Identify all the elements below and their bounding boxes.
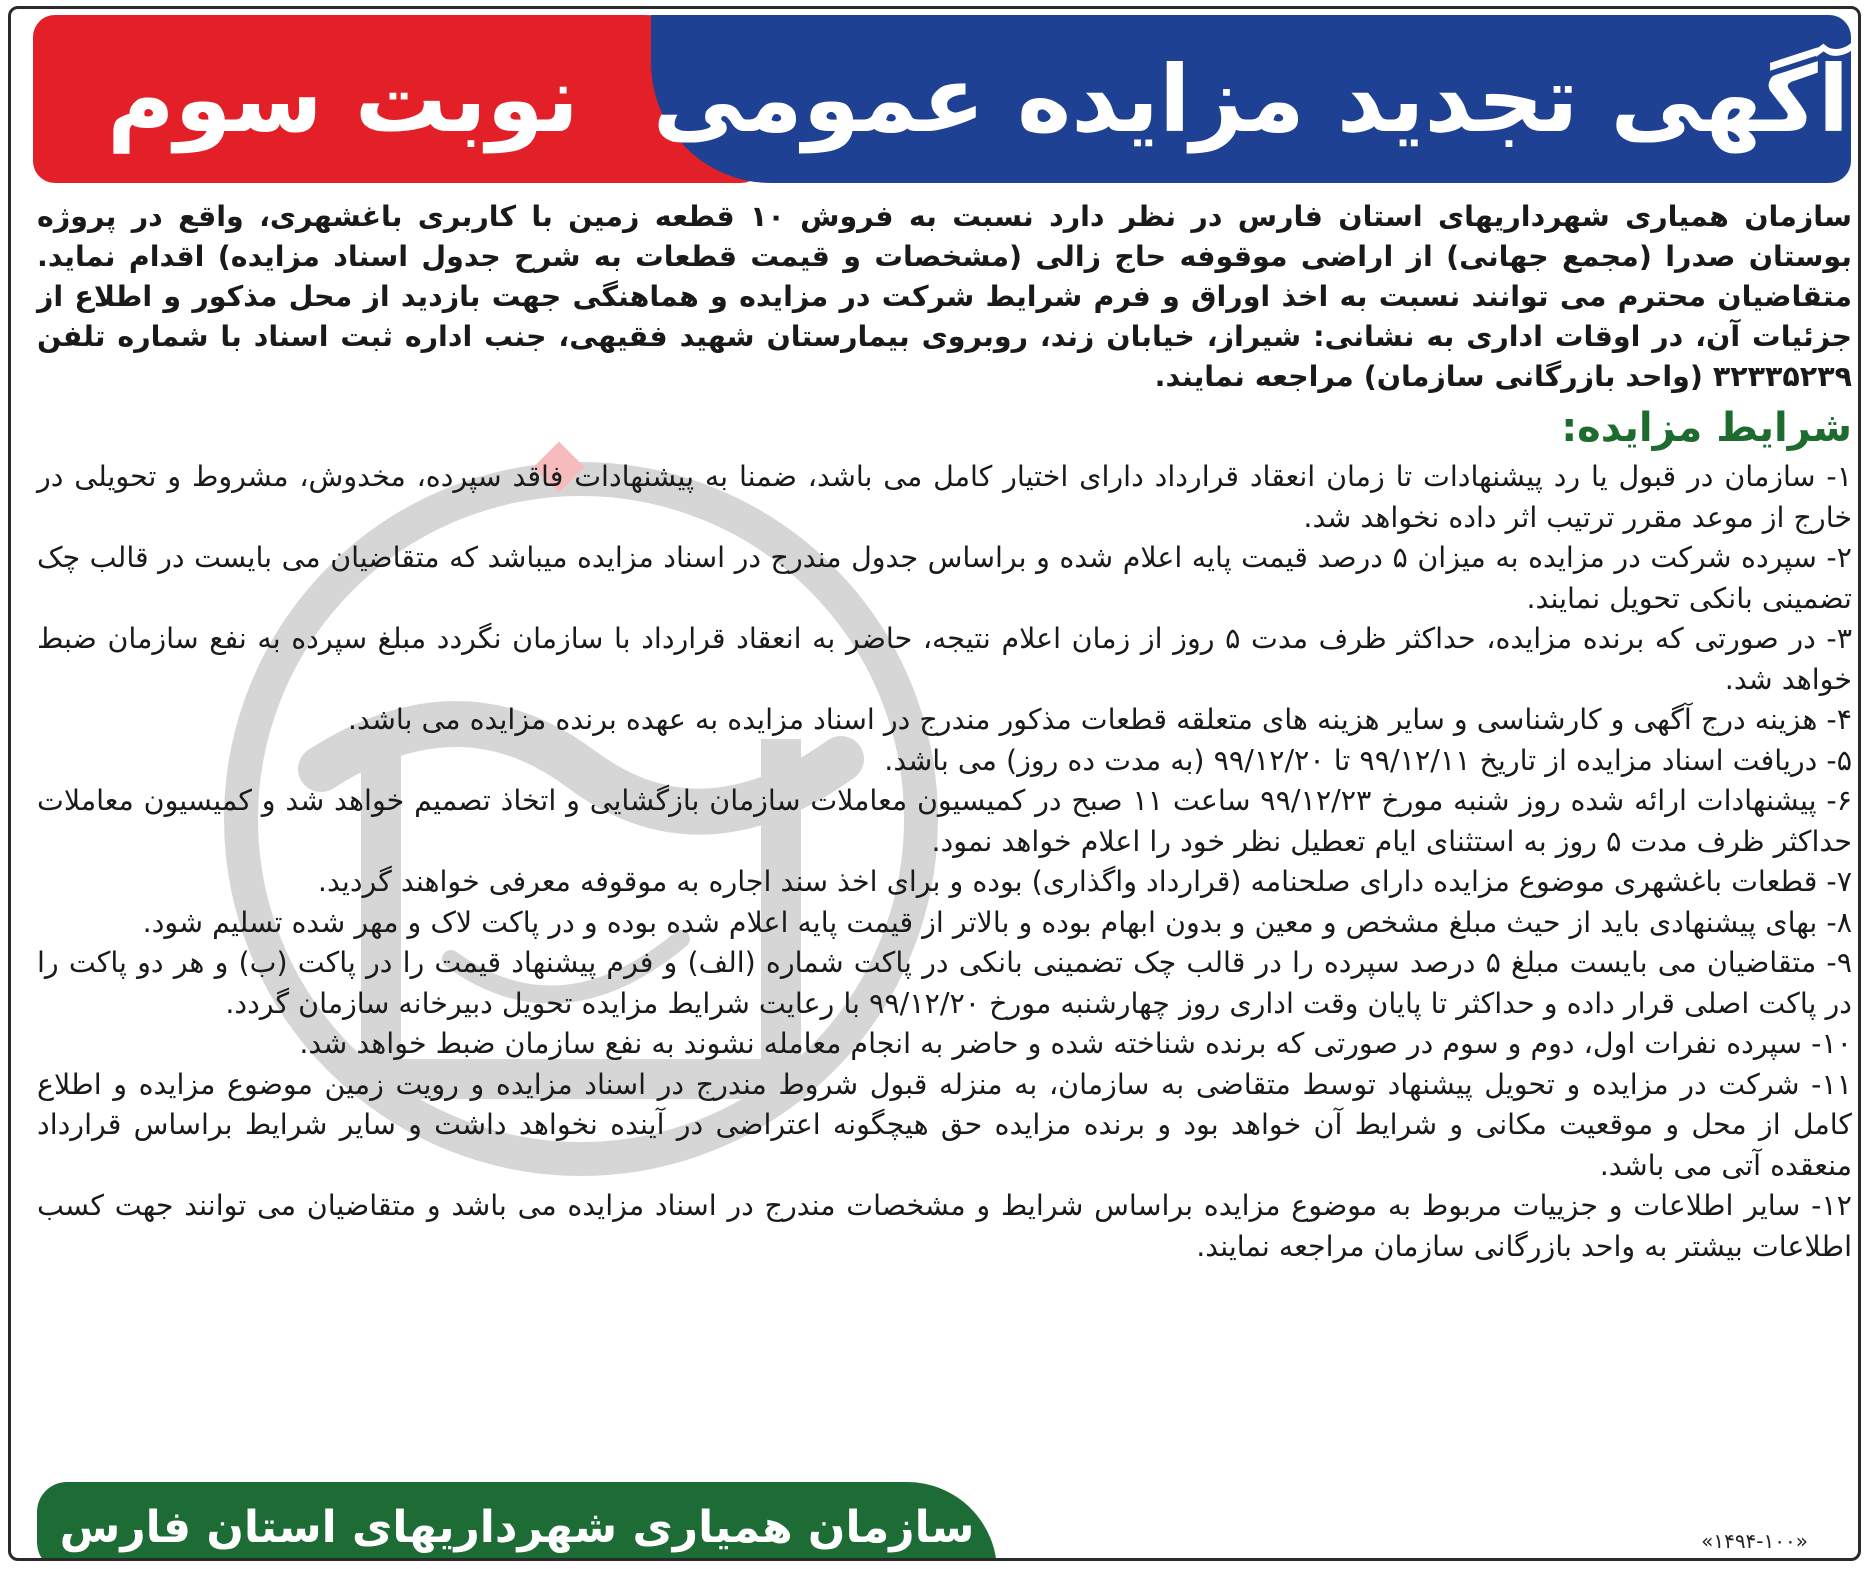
condition-item-5: ۵- دریافت اسناد مزایده از تاریخ ۹۹/۱۲/۱۱ تا ۹۹/۱۲/۲۰ (به مدت ده روز) می باشد. [884, 743, 1852, 777]
reference-code: «۱۴۹۴-۱۰۰» [1701, 1529, 1808, 1553]
title-banner [651, 15, 1851, 183]
condition-item-4: ۴- هزینه درج آگهی و کارشناسی و سایر هزینه های متعلقه قطعات مذکور مندرج در اسناد مزایده به عهده برنده مزایده می باشد. [347, 703, 1852, 736]
conditions-list [37, 457, 1852, 1267]
ad-frame [8, 6, 1861, 1561]
condition-item-12: ۱۲- سایر اطلاعات و جزییات مربوط به موضوع مزایده براساس شرایط و مشخصات مندرج در اسناد مزایده می باشد و متقاضیان می توانند جهت کسب اطلاعات بیشتر به واحد بازرگانی سازمان مراجعه نمایند. [37, 1189, 1852, 1263]
condition-item-10: ۱۰- سپرده نفرات اول، دوم و سوم در صورتی که برنده شناخته شده و حاضر به انجام معامله نشوند به نفع سازمان ضبط خواهد شد. [299, 1027, 1852, 1060]
organization-banner [37, 1482, 997, 1561]
organization-name: سازمان همیاری شهرداریهای استان فارس [59, 1501, 975, 1553]
round-label: نوبت سوم [107, 45, 579, 153]
condition-item-9: ۹- متقاضیان می بایست مبلغ ۵ درصد سپرده را در قالب چک تضمینی بانکی در پاکت شماره (الف) و فرم پیشنهاد قیمت را در پاکت (ب) و هر دو پاکت را در پاکت اصلی قرار داده و حداکثر تا پایان وقت اداری روز چهارشنبه مورخ ۹۹/۱۲/۲۰ با رعایت شرایط مزایده تحویل دبیرخانه سازمان گردد. [37, 946, 1852, 1020]
condition-item-1: ۱- سازمان در قبول یا رد پیشنهادات تا زمان انعقاد قرارداد دارای اختیار کامل می باشد، ضمنا به پیشنهادات فاقد سپرده، مخدوش، مشروط و تحویلی در خارج از موعد مقرر ترتیب اثر داده نخواهد شد. [37, 460, 1852, 534]
intro-paragraph: سازمان همیاری شهرداریهای استان فارس در نظر دارد نسبت به فروش ۱۰ قطعه زمین با کاربری باغشهری، واقع در پروژه بوستان صدرا (مجمع جهانی) از اراضی موقوفه حاج زالی (مشخصات و قیمت قطعات به شرح جدول اسناد مزایده) اقدام نماید. متقاضیان محترم می توانند نسبت به اخذ اوراق و فرم شرایط شرکت در مزایده و هماهنگی جهت بازدید از محل مذکور و اطلاع از جزئیات آن، در اوقات اداری به نشانی: شیراز، خیابان زند، روبروی بیمارستان شهید فقیهی، جنب اداره ثبت اسناد با شماره تلفن ۳۲۳۳۵۲۳۹ (واحد بازرگانی سازمان) مراجعه نمایند. [37, 200, 1852, 393]
condition-item-8: ۸- بهای پیشنهادی باید از حیث مبلغ مشخص و معین و بدون ابهام بوده و بالاتر از قیمت پایه اعلام شده بوده و در پاکت لاک و مهر شده تسلیم شود. [142, 905, 1852, 939]
condition-item-6: ۶- پیشنهادات ارائه شده روز شنبه مورخ ۹۹/۱۲/۲۳ ساعت ۱۱ صبح در کمیسیون معاملات سازمان بازگشایی و اتخاذ تصمیم خواهد شد و کمیسیون معاملات حداکثر ظرف مدت ۵ روز به استثنای ایام تعطیل نظر خود را اعلام خواهد نمود. [37, 784, 1852, 858]
ad-title: آگهی تجدید مزایده عمومی [652, 45, 1850, 153]
condition-item-3: ۳- در صورتی که برنده مزایده، حداکثر ظرف مدت ۵ روز از زمان اعلام نتیجه، حاضر به انعقاد قرارداد با سازمان نگردد مبلغ سپرده به نفع سازمان ضبط خواهد شد. [37, 622, 1852, 696]
condition-item-11: ۱۱- شرکت در مزایده و تحویل پیشنهاد توسط متقاضی به سازمان، به منزله قبول شروط مندرج در اسناد مزایده و رویت زمین موضوع مزایده و اطلاع کامل از محل و موقعیت مکانی و شرایط آن خواهد بود و برنده مزایده حق هیچگونه اعتراضی در آینده نخواهد داشت و سایر شرایط براساس قرارداد منعقده آتی می باشد. [37, 1067, 1852, 1182]
condition-item-2: ۲- سپرده شرکت در مزایده به میزان ۵ درصد قیمت پایه اعلام شده و براساس جدول مندرج در اسناد مزایده میباشد که متقاضیان می بایست در قالب چک تضمینی بانکی تحویل نمایند. [37, 541, 1852, 615]
ad-body [37, 197, 1852, 1267]
condition-item-7: ۷- قطعات باغشهری موضوع مزایده دارای صلحنامه (قرارداد واگذاری) بوده و برای اخذ سند اجاره به موقوفه معرفی خواهند گردید. [317, 865, 1852, 898]
conditions-heading: شرایط مزایده: [1561, 405, 1852, 451]
